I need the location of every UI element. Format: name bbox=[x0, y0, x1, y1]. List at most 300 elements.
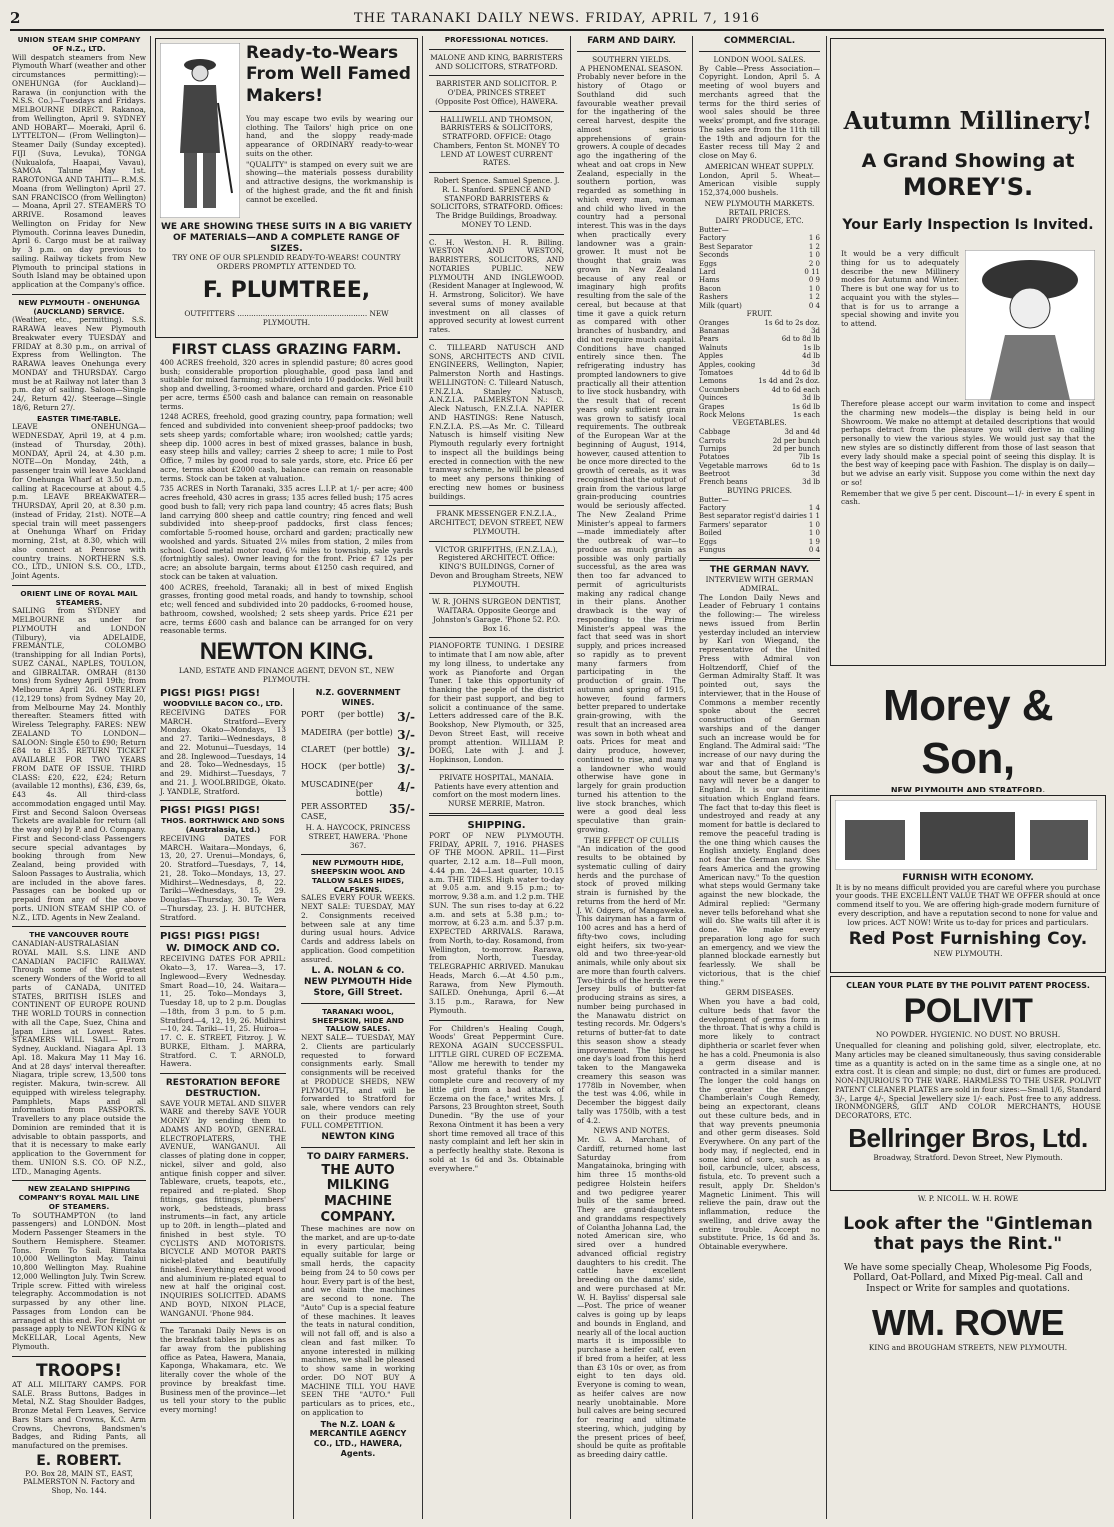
divider bbox=[577, 51, 686, 52]
divider bbox=[429, 49, 564, 50]
millinery-body-2: Therefore please accept our warm invitation to come and inspect the charming new models—the display is being held in our Showroom. We make no attempt at detailed descriptions that would perhaps detract from the pleasure you will derive in calling personally to view the various styles. We would just say that the new styles are so distinctly different from those of last season that every lady should make a special point of seeing this display. It is the best way of keeping pace with Fashion. The display is on daily—but we advise an early visit. Suppose you come within the next day or so! bbox=[841, 399, 1095, 487]
price: 3d bbox=[811, 360, 820, 369]
yields-title: SOUTHERN YIELDS. bbox=[592, 54, 671, 64]
item: Best Separator bbox=[699, 242, 753, 251]
column-shipping-ads bbox=[8, 36, 150, 1519]
divider bbox=[12, 294, 146, 295]
price-row bbox=[699, 243, 820, 251]
wine-list bbox=[301, 710, 415, 821]
item: Butter— bbox=[699, 495, 729, 504]
cullis-body: "An indication of the good results to be obtained by systematic culling of dairy herds and the purchase of stock of proved milking strain is furnished by the returns from the herd of Mr. J. W. Odgers, of Mangaweka. This dairyman has a farm of 100 acres and has a herd of fifty-two cows, including eight heifers, six two-year-old and two three-year-old animals, while only about six are more than fourth calvers. Two-thirds of the herds were Jersey bulls of butter-fat producing strains as sires, a number being purchased in the Manawatu district on testing records. Mr. Odgers's returns of butter-fat to date this season show a steady improvement. The biggest one day's load from this herd taken to the Mangaweka creamery this season was 1778lb in November, when the test was 4.06, while in December the biggest daily tally was 1750lb, with a test of 4.2. bbox=[577, 844, 686, 1125]
usco-body: Will despatch steamers from New Plymouth Wharf (weather and other circumstances permitting):— ONEHUNGA (for Auckland)— Rarawa (in conjunction with the N.S.S. Co.)—Tuesdays and Fridays. MELBOURNE DIRECT. Rakanoa, from Wellington, April 9. SYDNEY AND HOBART— Moeraki, April 6. LYTTELTON— (From Wellington)— Steamer Daily (Sunday excepted). FIJI (Suva, Levuka), TONGA (Nukualofa, Haapai, Vavau), SAMOA Talune May 1st. RAROTONGA AND TAHITI— R.M.S. Moana (from Wellington) April 27. SAN FRANCISCO (from Wellington)— Moana, April 27. STEAMERS TO ARRIVE. Rosamond leaves Wellington on Friday for New Plymouth. Corinna leaves Dunedin, April 6. Cargo must be at railway by 3 p.m. on day previous to sailing. Railway tickets from New Plymouth to principal stations in South Island may be obtained upon application at the Company's office. bbox=[12, 52, 146, 289]
orient-body: SAILING from SYDNEY and MELBOURNE as under for PLYMOUTH and LONDON (Tilbury), via ADELAIDE, FREMANTLE, COLOMBO (transhipping for all Indian Ports), SUEZ CANAL, NAPLES, TOULON, and GIBRALTAR. OMRAH (8130 tons) from Sydney April 19th; from Melbourne April 26. OSTERLEY (12,129 tons) from Sydney May 20, from Melbourne May 24. Monthly thereafter. Steamers fitted with Wireless Telegraphy. FARES: NEW ZEALAND TO LONDON— SALOON: Single £50 to £90; Return £84 to £135. RETURN TICKET AVAILABLE FOR TWO YEARS FROM DATE OF ISSUE. THIRD CLASS: £20, £22, £24; Return (available 12 months), £36, £39, 6s, £43 4s. All third-class accommodation engaged until May. First and Second Saloon Overseas Tickets are available for return (all the way only) by P. and O. Company. First and Second-class Passengers secure special advantages by booking through from New Zealand, being provided with Saloon Passages to Australia, which are included in the above fares. Passages can be booked up or prepaid from any of the above ports. UNION STEAM SHIP CO. of N.Z., LTD. Agents in New Zealand. bbox=[12, 606, 146, 922]
divider bbox=[429, 1020, 564, 1021]
divider bbox=[429, 234, 564, 235]
price: 1 0 bbox=[808, 251, 820, 260]
haycock: H. A. HAYCOCK, PRINCESS STREET, HAWERA. 'Phone 367. bbox=[305, 823, 411, 850]
price-row bbox=[699, 285, 820, 293]
item: Eggs bbox=[699, 537, 717, 546]
grazing-farm-ad bbox=[155, 342, 418, 682]
buying-price-list bbox=[699, 496, 820, 555]
price: 6d to 1s bbox=[791, 461, 820, 470]
morey-title: Morey & Son, bbox=[882, 681, 1054, 783]
divider bbox=[699, 51, 820, 52]
fruit-title: FRUIT. bbox=[746, 308, 773, 318]
wine-price: 3/- bbox=[397, 710, 415, 725]
nzship-body: To SOUTHAMPTON (to land passengers) and LONDON. Most Modern Passenger Steamers in the Southern Hemisphere. Steamer. Tons. From To Sail. Rimutaka 10,000 Wellington May. Tainui 10,800 Wellington May. Ruahine 12,000 Wellington July. Twin Screw. Triple screw. Fitted with wireless telegraphy. Accommodation is not surpassed by any other line. Passages from London can be arranged at this end. For freight or passage apply to NEWTON KING & McKELLAR, Local Agents, New Plymouth. bbox=[12, 1210, 146, 1351]
wine-price: 3/- bbox=[397, 744, 415, 759]
price: 6d to 8d lb bbox=[781, 335, 820, 344]
wine-price: 3/- bbox=[397, 727, 415, 742]
veg-title: VEGETABLES. bbox=[732, 418, 787, 428]
column-bacon-ads bbox=[155, 688, 291, 1518]
woodville-body: RECEIVING DATES FOR MARCH. Stratford—Every Monday. Okato—Mondays, 13 and 27. Tariki—Wednesdays, 8 and 22. Motunui—Tuesdays, 14 and 28. Inglewood—Tuesdays, 14 and 28. Toko—Wednesdays, 15 and 29. Midhirst—Tuesdays, 7 and 21. J. WOOLBRIDGE, Okato. J. YANDLE, Stratford. bbox=[160, 707, 286, 796]
wine-row bbox=[301, 780, 415, 799]
auto-title: THE AUTO MILKING MACHINE COMPANY. bbox=[320, 1162, 396, 1225]
price-row bbox=[699, 453, 820, 461]
price-row bbox=[699, 234, 820, 242]
vancouver-title: THE VANCOUVER ROUTE bbox=[29, 930, 129, 940]
pigs-label: PIGS! PIGS! PIGS! bbox=[160, 688, 261, 699]
nolan: L. A. NOLAN & CO. NEW PLYMOUTH Hide Store, Gill Street. bbox=[303, 966, 413, 998]
card: PRIVATE HOSPITAL, MANAIA. Patients have every attention and comfort on the most modern lines. NURSE MERRIE, Matron. bbox=[432, 772, 561, 808]
price: 1s 4d and 2s doz. bbox=[758, 377, 820, 386]
price-row bbox=[699, 504, 820, 512]
price: 3d bbox=[811, 470, 820, 479]
daily-news-note: The Taranaki Daily News is on the breakfast tables in places as far away from the publishing office as Patea, Hawera, Manaia, Kaponga, Whakamara, etc. We literally cover the whole of the province by breakfast time. Business men of the province—let us tell your story to the public every morning! bbox=[160, 1326, 286, 1415]
farm-listing-4: 400 ACRES, freehold, Taranaki; all in best of mixed English grasses, fronting good metal roads, and handy to township, school etc; well fenced and subdivided into 20 paddocks, 6-roomed house, bathroom, cowshed, woolshed; 2 sets sheep yards. Price £21 per acre, terms £600 cash and balance can be arranged for on very reasonable terms. bbox=[160, 582, 413, 636]
rowe-body: We have some specially Cheap, Wholesome Pig Foods, Pollard, Oat-Pollard, and Mixed Pig-meal. Call and Inspect or Write for samples and quotations. bbox=[843, 1262, 1093, 1295]
buying-title: BUYING PRICES. bbox=[727, 485, 792, 495]
retail-prices: RETAIL PRICES. bbox=[728, 207, 791, 217]
polivit-body: Unequalled for cleaning and polishing gold, silver, electroplate, etc. Many articles may be cleaned simultaneously, thus saving considerable time as a quantity is acted on in the same time as a single one, at no extra cost. It is clean and simple; no dust, dirt or fumes are produced. NON-INJURIOUS TO THE WARE. HARMLESS TO THE USER. POLIVIT PATENT CLEANER PLATES are sold in four sizes:—Small 1/6, Standard 3/-, Large 4/-, Special Jewellery size 1/- each. Post free to any address. IRONMONGERS, GILT AND COLOR MERCHANTS, HOUSE DECORATORS, ETC. bbox=[835, 1041, 1101, 1121]
navy-title: THE GERMAN NAVY. bbox=[709, 565, 810, 576]
farm-listing-3: 735 ACRES in North Taranaki, 335 acres L.I.P. at 1/- per acre; 400 acres freehold, 430 acres in grass; 135 acres felled bush; 175 acres good bush to fall; very rich papa land country; 45 acres flats; Bush land carrying 800 sheep and cattle country; ring fenced and well subdivided into sheep-proof paddocks, first class fences; comfortable 5-roomed house, orchard and garden; practically new woolshed and yards. Situated 2¼ miles from station, 2 miles from school. Good metal motor road, 6¼ miles to township, sale yards (fortnightly sales). Owner leaving for the front. Price £7 12s per acre; an absolute bargain, terms about £1250 cash required, and stock can be taken at valuation. bbox=[160, 484, 413, 581]
price-row bbox=[699, 462, 820, 470]
dimock-title: W. DIMOCK AND CO. bbox=[166, 943, 280, 955]
price-row bbox=[699, 538, 820, 546]
divider bbox=[429, 75, 564, 76]
column-professional bbox=[425, 36, 568, 1519]
item: Rashers bbox=[699, 293, 728, 302]
item: Beetroot bbox=[699, 470, 730, 479]
fruit-price-list bbox=[699, 319, 820, 420]
taranaki-wool-title: TARANAKI WOOL, SHEEPSKIN, HIDE AND TALLOW SALES. bbox=[312, 1006, 404, 1034]
bellringer-title: Bellringer Bros, Ltd. bbox=[848, 1122, 1088, 1153]
easter-body: LEAVE ONEHUNGA— WEDNESDAY, April 19, at 4 p.m. (instead of Thursday, 20th). MONDAY, April 24, at 4.30 p.m. NOTE—On Monday, 24th, a passenger train will leave Auckland for Onehunga Wharf at 3.50 p.m., calling at Racecourse at about 4.5 p.m. LEAVE BREAKWATER— THURSDAY, April 20, at 8.30 p.m. (instead of Friday, 21st). NOTE—A special train will meet passengers at Onehunga Wharf on Friday morning, 21st, at 8.30, which will also connect at Penrose with country trains. NORTHERN S.S. CO., LTD., UNION S.S. CO., LTD., Joint Agents. bbox=[12, 422, 146, 580]
auto-body: These machines are now on the market, and are up-to-date in every particular, being equally suitable for large or small herds, the capacity being from 24 to 50 cows per hour. Every part is of the best, and we claim the machines are second to none. The "Auto" Cup is a special feature of these machines. It leaves the teats in natural condition, will not fall off, and is also a clean and fast milker. To anyone interested in milking machines, we shall be pleased to show same in working order. DO NOT BUY A MACHINE TILL YOU HAVE SEEN THE "AUTO." Full particulars as to prices, etc., on application to bbox=[301, 1224, 415, 1417]
auto-agency: The N.Z. LOAN & MERCANTILE AGENCY CO., LTD., HAWERA, Agents. bbox=[309, 1419, 407, 1458]
price-row bbox=[699, 293, 820, 301]
shipping-title: SHIPPING. bbox=[467, 819, 526, 831]
price: 1 6 bbox=[808, 234, 820, 243]
price-row bbox=[699, 512, 820, 520]
card: C. TILLEARD NATUSCH AND SONS, ARCHITECTS AND CIVIL ENGINEERS, Wellington, Napier, Palmerston North and Hastings. WELLINGTON: C. Tilleard Natusch, F.N.Z.I.A. Stanley Natusch, A.N.Z.I.A. PALMERSTON N.: C. Aleck Natusch, F.N.Z.I.A. NAPIER AND HASTINGS: Rene Natusch, F.N.Z.I.A. P.S.—As Mr. C. Tilleard Natusch is himself visiting New Plymouth regularly every fortnight to inspect all the buildings being erected in connection with the new tramway scheme, he will be pleased to meet any persons thinking of erecting new homes or business buildings. bbox=[429, 342, 564, 501]
price: 2d per bunch bbox=[772, 444, 820, 453]
price-row bbox=[699, 403, 820, 411]
restoration-body: SAVE YOUR METAL AND SILVER WARE and thereby SAVE YOUR MONEY by sending them to ADAMS AND BOYD, GENERAL ELECTROPLATERS, THE AVENUE, WANGANUI. All classes of plating done in copper, nickel, silver and gold, also antique finish copper and silver. Tableware, cruets, teapots, etc., repaired and re-plated. Shop fittings, gas fittings, plumbers' work, bedsteads, brass instruments—in fact, any article up to 20ft. in length—plated and finished in best style. TO CYCLISTS AND MOTORISTS. BICYCLE AND MOTOR PARTS nickel-plated and beautifully finished. Everything except wood and aluminium re-plated equal to new at half the original cost. INQUIRIES SOLICITED. ADAMS AND BOYD, NIXON PLACE, WANGANUI. 'Phone 984. bbox=[160, 1098, 286, 1318]
vancouver-body: CANADIAN-AUSTRALASIAN ROYAL MAIL S.S. LINE AND CANADIAN PACIFIC RAILWAY. Through some of the greatest scenery Wonders of the World to all parts of CANADA, UNITED STATES, BRITISH ISLES and CONTINENT OF EUROPE ROUND THE WORLD TOURS in connection with all the Cape, Suez, China and Japan Lines at Lowest Rates. STEAMERS WILL SAIL— From Sydney, Auckland. Niagara Apl. 13 Apl. 18. Makura May 11 May 16. And at 28 days' interval thereafter. Niagara, triple screw, 13,500 tons register. Makura, twin-screw. All equipped with wireless telegraphy. Pamphlets, Maps and all information from PASSPORTS. Travellers to any place outside the Dominion are reminded that it is advisable to obtain passports, and that it is necessary to make early application to the Government for them. UNION S.S. CO. OF N.Z., LTD., Managing Agents. bbox=[12, 939, 146, 1176]
price-row bbox=[699, 361, 820, 369]
divider bbox=[160, 800, 286, 801]
page-number: 2 bbox=[10, 9, 21, 27]
card: VICTOR GRIFFITHS, (F.N.Z.I.A.), Registered ARCHITECT. Office: KING'S BUILDINGS, Corner of Devon and Brougham Streets, NEW PLYMOUTH. bbox=[429, 544, 564, 589]
wine-price: 3/- bbox=[397, 762, 415, 777]
item: French beans bbox=[699, 478, 748, 487]
newton-king-2: NEWTON KING bbox=[321, 1132, 395, 1143]
professional-title: PROFESSIONAL NOTICES. bbox=[444, 36, 549, 44]
divider bbox=[429, 593, 564, 594]
nzship-title: NEW ZEALAND SHIPPING COMPANY'S ROYAL MAIL LINE OF STEAMERS. bbox=[18, 1184, 140, 1211]
price-row bbox=[699, 260, 820, 268]
dairy-produce-title: DAIRY PRODUCE, ETC. bbox=[715, 216, 804, 226]
hides-title: NEW PLYMOUTH HIDE, SHEEPSKIN WOOL AND TALLOW SALES HIDES, CALFSKINS. bbox=[310, 858, 406, 894]
wine-name: MADEIRA bbox=[301, 727, 343, 737]
masthead-title: THE TARANAKI DAILY NEWS. FRIDAY, APRIL 7, 1916 bbox=[353, 11, 761, 26]
divider bbox=[12, 585, 146, 586]
news-title: NEWS AND NOTES. bbox=[593, 1126, 670, 1136]
item: Carrots bbox=[699, 436, 726, 445]
navy-sub: INTERVIEW WITH GERMAN ADMIRAL. bbox=[705, 575, 814, 593]
column-rule bbox=[293, 688, 294, 1519]
usco-title: UNION STEAM SHIP COMPANY OF N.Z., LTD. bbox=[17, 36, 141, 53]
wine-price: 35/- bbox=[388, 801, 415, 816]
borthwick-title: THOS. BORTHWICK AND SONS (Australasia, Ltd.) bbox=[161, 816, 285, 834]
farm-dairy-title: FARM AND DAIRY. bbox=[587, 36, 676, 46]
farm-listing-1: 400 ACRES freehold, 320 acres in splendid pasture; 80 acres good bush; considerable proportion ploughable, good pasa land and suitable for mixed farming; subdivided into 10 paddocks. Well built shop and dwelling, 3-roomed whare, orchard and garden. Price £10 per acre, terms £500 cash and balance can remain on reasonable terms. bbox=[160, 357, 413, 411]
pigs-label: PIGS! PIGS! PIGS! bbox=[160, 931, 261, 943]
wine-unit: (per bottle) bbox=[338, 762, 386, 772]
wine-name: MUSCADINE bbox=[301, 779, 356, 789]
wheat-body: London, April 5. Wheat—American visible supply 152,374,000 bushels. bbox=[699, 170, 820, 198]
troops-title: TROOPS! bbox=[35, 1360, 123, 1381]
millinery-body-1: It would be a very difficult thing for us to adequately describe the new Millinery modes for Autumn and Winter. There is but one way for us to acquaint you with the styles—that is for us to arrange a special showing and invite you to attend. bbox=[841, 249, 959, 329]
rowe-names: W. P. NICOLL. W. H. ROWE bbox=[917, 1195, 1019, 1203]
plumtree-ad bbox=[155, 38, 418, 338]
price-row bbox=[699, 546, 820, 554]
wine-row bbox=[301, 728, 415, 742]
price: 1s lb bbox=[803, 343, 820, 352]
price: 1 0 bbox=[808, 284, 820, 293]
dimock-body: RECEIVING DATES FOR APRIL: Okato—3, 17. Warea—3, 17. Inglewood—Every Wednesday. Smart Road—10, 24. Waitara—11, 25. Toko—Mondays 3, Tuesday 18, up to 2 p.m. Douglas—18th, from 3 p.m. to 5 p.m. Stratford—4, 12, 19, 26. Midhirst—10, 24. Tariki—11, 25. Huiroa—17. C. E. STREET, Fitzroy. J. W. BURKE, Eltham. J. MARRA, Stratford. C. T. ARNOLD, Hawera. bbox=[160, 954, 286, 1069]
millinery-discount: Remember that we give 5 per cent. Discount—1/- in every £ spent in cash. bbox=[841, 488, 1095, 507]
price: 3d and 4d bbox=[784, 428, 820, 437]
item: Factory bbox=[699, 504, 726, 513]
plumtree-try: TRY ONE OF OUR SPLENDID READY-TO-WEARS! COUNTRY ORDERS PROMPTLY ATTENDED TO. bbox=[172, 253, 401, 272]
price: 0 4 bbox=[808, 545, 820, 554]
wine-row bbox=[301, 802, 415, 821]
cullis-title: THE EFFECT OF CULLIS bbox=[583, 835, 680, 845]
plumtree-caps: WE ARE SHOWING THESE SUITS IN A BIG VARIETY OF MATERIALS—AND A COMPLETE RANGE OF SIZES. bbox=[160, 222, 413, 254]
robert-name: E. ROBERT. bbox=[36, 1452, 122, 1469]
dairy-farmers-title: TO DAIRY FARMERS. bbox=[307, 1152, 409, 1163]
markets-title: NEW PLYMOUTH MARKETS. bbox=[704, 198, 815, 208]
wine-unit: (per bottle) bbox=[355, 779, 383, 799]
divider bbox=[429, 505, 564, 506]
news-body: Mr. G. A. Marchant, of Cardiff, returned home last Saturday from Mangatainoka, bringing with him three 15 months-old pedigree Holstein heifers and two pedigree yearer bulls of the same breed. They are grand-daughters and granddams respectively of Colantha Johanna Lad, the noted American sire, who sired over a hundred advanced official registry daughters to his credit. The cattle have excellent breeding on the dams' side, and were purchased at Mr. W. H. Bayliss' dispersal sale—Post. The price of weaner calves is going up by leaps and bounds in England, and nearly all of the local auction marts it is impossible to purchase a heifer calf, even if bred from a heifer, at less than £3 10s or over, as from eight to ten days old. Everyone is coming to wean, as heifer calves are now nearly unobtainable. More bull calves are being secured for rearing and ultimate steering, which, judging by the present prices of beef, should be quite as profitable as breeding dairy cattle. bbox=[577, 1135, 686, 1460]
item: Pears bbox=[699, 335, 719, 344]
plumtree-body-2: "QUALITY" is stamped on every suit we are showing—the materials possess durability and attractive designs, the workmanship is of the highest grade, and the fit and finish cannot be excelled. bbox=[246, 159, 413, 204]
price-row bbox=[699, 369, 820, 377]
furnish-body: It is by no means difficult provided you are careful where you purchase your goods. THE EXCELLENT VALUE THAT WE OFFER should at once commend itself to you. We are offering high-grade modern furniture of every description, and have a reputation second to none for value and low prices. ACT NOW! Write us to-day for prices and particulars. bbox=[835, 882, 1101, 927]
price: 1s 6d lb bbox=[791, 402, 820, 411]
price: 1 0 bbox=[808, 529, 820, 538]
masthead bbox=[10, 7, 1104, 31]
item: Butter— bbox=[699, 226, 729, 235]
rowe-name: WM. ROWE bbox=[872, 1301, 1064, 1343]
price: 1 0 bbox=[808, 520, 820, 529]
easter-title: EASTER TIME-TABLE. bbox=[37, 413, 121, 423]
divider bbox=[160, 1322, 286, 1323]
price-row bbox=[699, 386, 820, 394]
divider bbox=[160, 1073, 286, 1074]
plumtree-body-1: You may escape two evils by wearing our clothing. The Tailors' high price on one hand, and the sloppy ready-made appearance of ORDINARY ready-to-wear suits on the other. bbox=[246, 113, 413, 158]
price-row bbox=[699, 470, 820, 478]
price: 1s each bbox=[792, 411, 820, 419]
divider bbox=[12, 1356, 146, 1357]
onehunga-title: NEW PLYMOUTH - ONEHUNGA (AUCKLAND) SERVICE. bbox=[18, 297, 140, 316]
price-row bbox=[699, 268, 820, 276]
item: Eggs bbox=[699, 259, 717, 268]
divider bbox=[301, 854, 415, 855]
price-row bbox=[699, 529, 820, 537]
item: Bananas bbox=[699, 327, 730, 336]
farm-listing-2: 1248 ACRES, freehold, good grazing country, papa formation; well fenced and subdivided into convenient sheep-proof paddocks; two sets sheep yards; comfortable whare; iron woolshed; cattle yards; sheep dip. 1000 acres in best of mixed grasses, balance in bush, easy steep hills and valley; carries 2 sheep to acre; 1 mile to Post Office, 7 miles by good road to sale yards, store, etc. Price £6 per acre, terms about £2000 cash, balance can remain on reasonable terms. Stock can be taken at valuation. bbox=[160, 412, 413, 483]
wine-row bbox=[301, 762, 415, 776]
veg-price-list bbox=[699, 428, 820, 487]
column-produce-ads bbox=[296, 688, 420, 1518]
card: W. R. JOHNS SURGEON DENTIST, WAITARA. Opposite George and Johnston's Garage. 'Phone 52. P.O. Box 16. bbox=[432, 597, 561, 633]
wine-unit: (per bottle) bbox=[343, 744, 390, 754]
item: Hams bbox=[699, 276, 720, 285]
column-farm-dairy bbox=[573, 36, 690, 1519]
rowe-ad bbox=[830, 1195, 1106, 1519]
column-rule bbox=[150, 36, 151, 1519]
price: 0 4 bbox=[808, 301, 820, 310]
price-row bbox=[699, 276, 820, 284]
eczema-body: For Children's Healing Cough, Woods' Great Peppermint Cure. REXONA AGAIN SUCCESSFUL. LITTLE GIRL CURED OF ECZEMA. "Allow me herewith to tender my most grateful thanks for the complete cure and recovery of my little girl from a bad attack of Eczema on the face," writes Mrs. J. Parsons, 23 Broughton street, South Dunedin. "By the use of your Rexona Ointment it has been a very short time removed all trace of this nasty complaint and left her skin in a perfectly healthy state. Rexona is sold at 1s 6d and 3s. Obtainable everywhere." bbox=[429, 1023, 564, 1173]
item: Lard bbox=[699, 268, 716, 276]
card: BARRISTER AND SOLICITOR. P. O'DEA, PRINCES STREET (Opposite Post Office), HAWERA. bbox=[435, 79, 558, 106]
price: 4d to 6d lb bbox=[781, 369, 820, 378]
troops-body: AT ALL MILITARY CAMPS. FOR SALE. Brass Buttons, Badges in Metal, N.Z. Stag Shoulder Badges, Bronze Metal Fern Leaves, Service Bars Stars and Crowns, K.C. Arm Crowns, Chevrons, Bandsmen's Badges, and Riding Pants, all manufactured on the premises. bbox=[12, 1379, 146, 1451]
price-row bbox=[699, 319, 820, 327]
card: MALONE AND KING, BARRISTERS AND SOLICITORS, STRATFORD. bbox=[430, 52, 563, 71]
column-rule bbox=[570, 36, 571, 1519]
rowe-address: KING and BROUGHAM STREETS, NEW PLYMOUTH. bbox=[868, 1343, 1068, 1353]
yields-sub: A PHENOMENAL SEASON. bbox=[580, 63, 683, 73]
restoration-title: RESTORATION BEFORE DESTRUCTION. bbox=[165, 1078, 281, 1099]
farm-title: FIRST CLASS GRAZING FARM. bbox=[171, 342, 402, 358]
item: Milk (quart) bbox=[699, 301, 742, 310]
column-rule bbox=[692, 36, 693, 1519]
wine-price: 4/- bbox=[397, 779, 415, 794]
wine-unit: (per bottle) bbox=[346, 727, 393, 737]
item: Walnuts bbox=[699, 343, 728, 352]
lady-in-hat-illustration bbox=[965, 250, 1095, 400]
price: 1s 6d to 2s doz. bbox=[764, 318, 820, 327]
taranaki-wool-body: NEXT SALE— TUESDAY, MAY 2. Clients are particularly requested to forward consignments early. Small consignments will be received at PRODUCE SHEDS, NEW PLYMOUTH, and will be forwarded to Stratford for sale, where vendors can rely on their produce meeting FULL COMPETITION. bbox=[301, 1033, 415, 1130]
divider bbox=[429, 111, 564, 112]
price: 4d to 6d each bbox=[771, 385, 820, 394]
price: 3d lb bbox=[802, 394, 820, 403]
item: Boiled bbox=[699, 529, 722, 538]
card: Robert Spence. Samuel Spence. J. R. L. Stanford. SPENCE AND STANFORD BARRISTERS & SOLICITORS, STRATFORD. Offices: The Bridge Buildings, Broadway. MONEY TO LEND. bbox=[430, 176, 563, 229]
item: Lemons bbox=[699, 377, 727, 386]
wine-name: HOCK bbox=[301, 762, 327, 772]
price-row bbox=[699, 352, 820, 360]
onehunga-body: (Weather, etc., permitting). S.S. RARAWA leaves New Plymouth Breakwater every TUESDAY and FRIDAY at 8.30 p.m., on arrival of Express from Wellington. The RARAWA leaves Onehunga every MONDAY and THURSDAY. Cargo must be at Railway not later than 3 p.m. day of sailing. Saloon—Single 24/, Return 42/. Steerage—Single 18/6, Return 27/. bbox=[12, 315, 146, 412]
price-row bbox=[699, 437, 820, 445]
millinery-morey: MOREY'S. bbox=[902, 172, 1034, 201]
item: Quinces bbox=[699, 394, 728, 403]
wine-row bbox=[301, 710, 415, 724]
price-row bbox=[699, 335, 820, 343]
wines-title: N.Z. GOVERNMENT WINES. bbox=[315, 688, 401, 707]
item: Bacon bbox=[699, 284, 721, 293]
wine-name: PER ASSORTED CASE, bbox=[301, 801, 368, 821]
divider bbox=[429, 172, 564, 173]
orient-title: ORIENT LINE OF ROYAL MAIL STEAMERS. bbox=[20, 588, 138, 607]
price: 3d lb bbox=[802, 478, 820, 487]
divider bbox=[429, 541, 564, 542]
price: 7lb 1s bbox=[798, 453, 820, 462]
furnish-title: FURNISH WITH ECONOMY. bbox=[902, 872, 1034, 883]
polivit-ad bbox=[830, 976, 1106, 1191]
newton-king-name: NEWTON KING. bbox=[199, 638, 374, 666]
morey-ad bbox=[830, 672, 1106, 792]
divider bbox=[12, 926, 146, 927]
item: Fungus bbox=[699, 545, 726, 554]
wheat-title: AMERICAN WHEAT SUPPLY. bbox=[705, 161, 814, 171]
pigs-label: PIGS! PIGS! PIGS! bbox=[160, 805, 261, 817]
item: Potatoes bbox=[699, 453, 730, 462]
redpost-sub: NEW PLYMOUTH. bbox=[933, 948, 1003, 958]
price: 2d per bunch bbox=[772, 436, 820, 445]
furniture-illustration bbox=[835, 800, 1097, 870]
price: 0 11 bbox=[804, 268, 820, 276]
column-rule bbox=[422, 36, 423, 1519]
price: 1 2 bbox=[808, 242, 820, 251]
price: 1 2 bbox=[808, 293, 820, 302]
price-row bbox=[699, 377, 820, 385]
bellringer-sub: Broadway, Stratford. Devon Street, New Plymouth. bbox=[873, 1153, 1063, 1163]
item: Cabbage bbox=[699, 428, 731, 437]
price-row bbox=[699, 428, 820, 436]
germs-body: When you have a bad cold, culture beds that favor the development of germs form in the throat. That is why a child is more likely to contract diphtheria or scarlet fever when he has a cold. Pneumonia is also a germ disease and is contracted in a similar manner. The longer the cold hangs on the greater the danger. Chamberlain's Cough Remedy, being an expectorant, cleans out these culture beds, and in that way prevents pneumonia and other germ diseases. Sold Everywhere. On any part of the body may, if neglected, end in some kind of sore, such as a boil, carbuncle, ulcer, abscess, fistula, etc. To prevent such a result, apply Dr. Sheldon's Magnetic Liniment. This will relieve the pain, draw out the inflammation, reduce the swelling, and drive away the entire trouble. Accept no substitute. Price, 1s 6d and 3s. Obtainable everywhere. bbox=[699, 997, 820, 1252]
pigs-header bbox=[160, 931, 286, 943]
divider bbox=[699, 558, 820, 561]
column-rule bbox=[826, 36, 827, 1519]
divider bbox=[301, 1147, 415, 1148]
plumtree-footer: OUTFITTERS ........................................................ NEW PLYMOUTH. bbox=[184, 309, 389, 328]
price: 3d bbox=[811, 327, 820, 336]
wool-title: LONDON WOOL SALES. bbox=[713, 54, 806, 64]
wine-name: PORT bbox=[301, 710, 325, 720]
wine-row bbox=[301, 745, 415, 759]
item: Seconds bbox=[699, 251, 729, 260]
price: 1 9 bbox=[808, 537, 820, 546]
item: Farmers' separator bbox=[699, 520, 768, 529]
plumtree-title: Ready-to-Wears From Well Famed Makers! bbox=[246, 43, 411, 106]
polivit-title: POLIVIT bbox=[903, 991, 1033, 1030]
price-row bbox=[699, 344, 820, 352]
price-row bbox=[699, 445, 820, 453]
card: PIANOFORTE TUNING. I DESIRE to intimate that I am now able, after my long illness, to undertake any work as Pianoforte and Organ Tuner. I take this opportunity of thanking the people of the district for their past support, and beg to solicit a continuance of the same. Letters addressed care of the B.K. Bookshop, New Plymouth, or 325, Devon Street East, will receive prompt attention. WILLIAM P. DOEG, Late with J. and J. Hopkinson, London. bbox=[429, 641, 564, 764]
price-row bbox=[699, 327, 820, 335]
woodville-title: WOODVILLE BACON CO., LTD. bbox=[163, 699, 283, 708]
redpost-title: Red Post Furnishing Coy. bbox=[848, 929, 1088, 950]
divider bbox=[301, 1003, 415, 1004]
item: Apples, cooking bbox=[699, 360, 756, 369]
redpost-ad bbox=[830, 795, 1106, 973]
item: Tomatoes bbox=[699, 369, 733, 378]
item: Apples bbox=[699, 352, 723, 361]
polivit-head: CLEAN YOUR PLATE BY THE POLIVIT PATENT PROCESS. bbox=[846, 981, 1090, 990]
dairy-price-list bbox=[699, 226, 820, 310]
millinery-ad bbox=[830, 38, 1106, 666]
item: Vegetable marrows bbox=[699, 461, 768, 470]
plumtree-name: F. PLUMTREE, bbox=[202, 277, 371, 303]
price-row bbox=[699, 496, 820, 504]
item: Turnips bbox=[699, 444, 727, 453]
germs-title: GERM DISEASES. bbox=[725, 988, 794, 998]
shipping-body: PORT OF NEW PLYMOUTH. FRIDAY, APRIL 7, 1916. PHASES OF THE MOON. APRIL. 11—First quarter, 2.12 a.m. 18—Full moon, 4.44 p.m. 24—Last quarter, 10.15 a.m. THE TIDES. High water to-day at 9.05 a.m. and 9.15 p.m.; to-morrow, 9.38 a.m. and 1.2 p.m. THE SUN. The sun rises to-day at 6.22 a.m. and sets at 5.38 p.m.; to-morrow, at 6.23 a.m. and 5.37 p.m. EXPECTED ARRIVALS. Rarawa, from North, to-day. Rosamond, from Wellington, to-morrow. Rarawa, from North, Tuesday. TELEGRAPHIC ARRIVED. Manukau Heads, March 6.—At 4.50 p.m., Rarawa, from New Plymouth. SAILED. Onehunga, April 6.—At 3.15 p.m., Rarawa, for New Plymouth. bbox=[429, 830, 564, 1015]
price: 1 4 bbox=[808, 504, 820, 513]
price-row bbox=[699, 226, 820, 234]
millinery-title: Autumn Millinery! bbox=[843, 106, 1093, 135]
rowe-title: Look after the "Gintleman that pays the Rint." bbox=[843, 1213, 1093, 1255]
millinery-invite: Your Early Inspection Is Invited. bbox=[842, 217, 1094, 234]
yields-body: Probably never before in the history of Otago or Southland did such favourable weather prevail for the ingathering of the cereal harvest, despite the almost serious apprehensions of grain-growers. A couple of decades ago the ingathering of the wheat and oat crops in New Zealand, especially in the southern portion, was regarded as something in which every man, woman and child who lived in the country had a personal interest. This was in the days when practically every landowner was a grain-grower. It must not be thought that grain was grown in New Zealand because of any real or imaginary high profits resulting from the sale of the cereal, but because at that time it gave a quick return as compared with other branches of husbandry, and did not require much capital. Conditions have changed entirely since then. The refrigerating industry has prompted landowners to give practically all their attention to live stock husbandry, with the result that of recent years only sufficient grain was grown to satisfy local requirements. The outbreak of the European War at the beginning of August, 1914, however, caused attention to be once more directed to the growth of cereals, as it was recognised that the output of grain from the various large grain-producing countries would be seriously affected. The New Zealand Prime Minister's appeal to farmers—made immediately after the outbreak of war—to produce as much grain as possible was only partially successful, as the area was then too far advanced to permit of agriculturists making any radical change in their plans. Another drawback is the way of responding to the Prime Minister's appeal was the fact that seed was in short supply, and prices increased so rapidly as to prevent many farmers from participating in the production of grain. The autumn and spring of 1915, however, found farmers better prepared to undertake grain-growing, with the result that an increased area was sown in both wheat and oats. Prices for meat and dairy produce, however, continued to rise, and many a landowner who would otherwise have gone in largely for grain production turned his attention to the live stock branches, which were a good deal less speculative than grain-growing. bbox=[577, 72, 686, 834]
divider bbox=[12, 1180, 146, 1181]
divider bbox=[429, 769, 564, 770]
price: 1 1 bbox=[808, 512, 820, 521]
divider bbox=[160, 926, 286, 927]
card: FRANK MESSENGER F.N.Z.I.A., ARCHITECT, DEVON STREET, NEW PLYMOUTH. bbox=[429, 509, 564, 536]
column-commercial bbox=[695, 36, 824, 1519]
item: Best separator regist'd dairies bbox=[699, 512, 807, 521]
hides-body: SALES EVERY FOUR WEEKS. NEXT SALE: TUESDAY, MAY 2. Consignments received between sale at any time during usual hours. Advice Cards and address labels on application. Good competition assured. bbox=[301, 893, 415, 964]
divider bbox=[429, 813, 564, 816]
card: C. H. Weston. H. R. Billing. WESTON AND WESTON, BARRISTERS, SOLICITORS, AND NOTARIES PUBLIC. NEW PLYMOUTH AND INGLEWOOD. (Resident Manager at Inglewood, W. H. Armstrong, Solicitor). We have several sums of money available investment on all classes of approved security at lowest current rates. bbox=[429, 237, 564, 334]
divider bbox=[429, 339, 564, 340]
morey-sub: NEW PLYMOUTH AND STRATFORD. bbox=[890, 785, 1046, 792]
price-row bbox=[699, 251, 820, 259]
man-in-suit-illustration bbox=[160, 43, 240, 218]
item: Factory bbox=[699, 234, 726, 243]
millinery-grand: A Grand Showing at bbox=[861, 149, 1075, 172]
polivit-tags: NO POWDER. HYGIENIC. NO DUST. NO BRUSH. bbox=[875, 1030, 1061, 1040]
card: HALLIWELL AND THOMSON, BARRISTERS & SOLICITORS, STRATFORD. OFFICE: Otago Chambers, Fenton St. MONEY TO LEND AT LOWEST CURRENT RATES. bbox=[433, 114, 560, 168]
wool-body: By Cable—Press Association—Copyright. London, April 5. A meeting of wool buyers and merchants agreed that the terms for the third series of wool sales should be three weeks' prompt, and five storage. The sales are from the 11th till the 19th and adjourn for the Easter recess till May 2 and close on May 6. bbox=[699, 63, 820, 161]
price: 4d lb bbox=[802, 352, 820, 361]
price-row bbox=[699, 521, 820, 529]
item: Cucumbers bbox=[699, 385, 740, 394]
price: 0 9 bbox=[808, 276, 820, 285]
robert-address: P.O. Box 28, MAIN ST., EAST, PALMERSTON N. Factory and Shop, No. 144. bbox=[23, 1468, 135, 1496]
wine-unit: (per bottle) bbox=[337, 710, 384, 720]
divider bbox=[429, 637, 564, 638]
item: Grapes bbox=[699, 402, 725, 411]
item: Rock Melons bbox=[699, 411, 745, 419]
navy-body: The London Daily News and Leader of February 1 contains the following:— The wireless news issued from Berlin yesterday included an interview by Karl von Wiegand, the representative of the United Press with Admiral von Holtzendorff, Chief of the German Admiralty Staff. It was pointed out, says the interviewer, that in the House of Commons a member recently spoke about the secret construction of German warships and of the danger such an increase would be for England. The Admiral said: "The increase of our navy during the war and that of England is about the same, but Germany's navy will never be a danger to England. It is our maritime situation which England fears. The fact that to-day this fleet is undestroyed and ready at any moment for battle is declared to remove the peaceful trading is the one thing which causes the English anxiety. England does not fear the German navy. She fears America and the growing American navy." To the question what steps would Germany take against the new blockade, the Admiral replied: "Germany never tells beforehand what she will do. She waits till after it is done. We make every preparation long ago for such an emergency, and we view the planned blockade earnestly but fearlessly. We shall be victorious, that is the chief thing." bbox=[699, 592, 820, 987]
wine-name: CLARET bbox=[301, 744, 336, 754]
price-row bbox=[699, 394, 820, 402]
price: 2 0 bbox=[808, 259, 820, 268]
borthwick-body: RECEIVING DATES FOR MARCH. Waitara—Mondays, 6, 13, 20, 27. Urenui—Mondays, 6, 20. Stratford—Tuesdays, 7, 14, 21, 28. Toko—Mondays, 13, 27. Midhirst—Wednesdays, 8, 22. Tariki—Wednesdays, 15, 29. Douglas—Thursday, 30. Te Wera—Thursday, 23. J. H. BUTCHER, Stratford. bbox=[160, 833, 286, 922]
commercial-title: COMMERCIAL. bbox=[723, 36, 796, 46]
